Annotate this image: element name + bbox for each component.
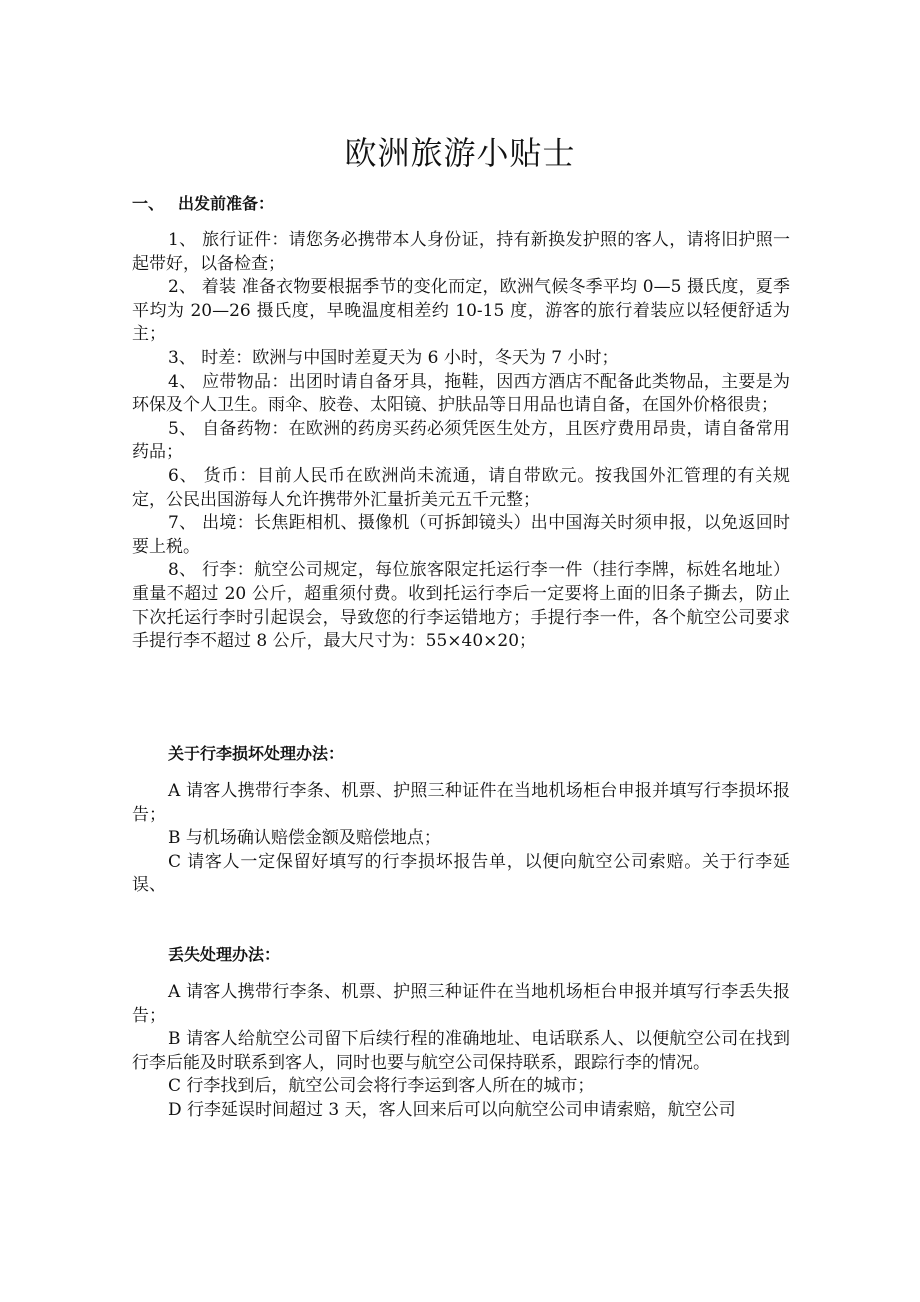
damage-item-c: C 请客人一定保留好填写的行李损坏报告单，以便向航空公司索赔。关于行李延误、	[132, 851, 790, 896]
loss-item-a: A 请客人携带行李条、机票、护照三种证件在当地机场柜台申报并填写行李丢失报告；	[132, 982, 790, 1026]
loss-item-d: D 行李延误时间超过 3 天，客人回来后可以向航空公司申请索赔，航空公司	[168, 1099, 736, 1120]
prep-item-clothing: 2、 着装 准备衣物要根据季节的变化而定，欧洲气候冬季平均 0—5 摄氏度，夏季平均为 20—26 摄氏度，早晚温度相差约 10-15 度，游客的旅行着装应以轻便舒适为主；	[132, 277, 790, 345]
prep-item-currency: 6、 货币：目前人民币在欧洲尚未流通，请自带欧元。按我国外汇管理的有关规定，公民出国游每人允许携带外汇量折美元五千元整；	[132, 465, 790, 510]
prep-item-documents: 1、 旅行证件：请您务必携带本人身份证，持有新换发护照的客人，请将旧护照一起带好，以备检查；	[132, 230, 790, 274]
page-title: 欧洲旅游小贴士	[344, 134, 576, 172]
prep-item-exit: 7、 出境：长焦距相机、摄像机（可拆卸镜头）出中国海关时须申报，以免返回时要上税。	[132, 513, 790, 557]
damage-heading: 关于行李损坏处理办法：	[168, 744, 345, 763]
damage-item-b: B 与机场确认赔偿金额及赔偿地点；	[168, 828, 441, 849]
section-heading-departure-prep	[132, 191, 274, 214]
damage-item-a: A 请客人携带行李条、机票、护照三种证件在当地机场柜台申报并填写行李损坏报告；	[132, 781, 790, 825]
prep-list	[132, 229, 790, 654]
section-number: 一、	[132, 194, 165, 213]
prep-item-time-difference: 3、 时差：欧洲与中国时差夏天为 6 小时，冬天为 7 小时；	[168, 347, 619, 368]
section-heading-text: 出发前准备：	[178, 194, 275, 213]
damage-list	[132, 780, 790, 898]
loss-item-c: C 行李找到后，航空公司会将行李运到客人所在的城市；	[168, 1076, 595, 1097]
loss-list	[132, 981, 790, 1123]
prep-item-supplies: 4、 应带物品：出团时请自备牙具，拖鞋，因西方酒店不配备此类物品，主要是为环保及个人卫生。雨伞、胶卷、太阳镜、护肤品等日用品也请自备，在国外价格很贵；	[132, 371, 790, 416]
prep-item-medicine: 5、 自备药物：在欧洲的药房买药必须凭医生处方，且医疗费用昂贵，请自备常用药品；	[132, 418, 790, 463]
loss-item-b: B 请客人给航空公司留下后续行程的准确地址、电话联系人、以便航空公司在找到行李后能及时联系到客人，同时也要与航空公司保持联系，跟踪行李的情况。	[132, 1029, 790, 1073]
loss-heading: 丢失处理办法：	[168, 945, 281, 964]
prep-item-luggage: 8、 行李：航空公司规定，每位旅客限定托运行李一件（挂行李牌，标姓名地址）重量不超过 20 公斤，超重须付费。收到托运行李后一定要将上面的旧条子撕去，防止下次托运行李时引起误会，导致您的行李运错地方；手提行李一件，各个航空公司要求手提行李不超过 8 公斤，最大尺寸为：55×40×20；	[132, 560, 790, 652]
